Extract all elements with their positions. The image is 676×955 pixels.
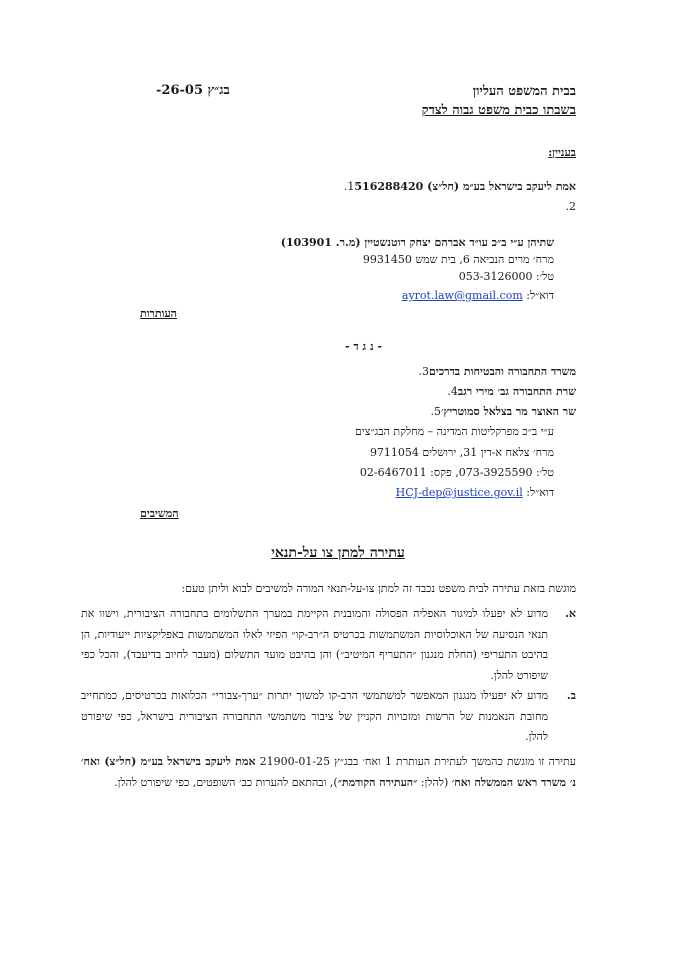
item-text: מדוע לא יפעלו למיגור האפליה הפסולה והמובנית הקיימת במערך התשלומים בתחבורה הציבורית, וישוו את תנאי הנסיעה של האוכלוסיות המשתמשות בכרטיס ה״רב-קו״ הפיזי לאלו המשתמשות באפליקציות ייעודיות, הן בהיבט התעריפי (החלת מנגנון ״התעריף המיטיב״) והן בהיבט מועד התשלום (מעבר לחיוב בדיעבד), והכל כפי שיפורט להלן.	[81, 607, 548, 682]
prior-case-parties: אמת ליעקב בישראל בע״מ (חל״צ) ואח׳ נ׳ משרד ראש הממשלה ואח׳	[81, 755, 576, 789]
respondents-email-row	[396, 486, 554, 499]
party-number: 2.	[565, 200, 576, 213]
email-label: דוא״ל:	[526, 289, 554, 302]
respondents-label: המשיבים	[140, 507, 179, 520]
petitioners-counsel: שתיהן ע״י ב״כ עו״ד אברהם יצחק רוטנשטיין (מ.ר. 103901)	[280, 236, 554, 249]
respondents-address: מרח׳ צלאח א-דין 31, ירושלים 9711054	[369, 446, 554, 459]
respondent-5	[419, 405, 576, 418]
versus-separator: - נ ג ד -	[345, 340, 382, 353]
petitioner-1	[332, 180, 576, 193]
party-name: שר האוצר מר בצלאל סמוטריץ׳	[440, 405, 576, 418]
party-number: 1.	[343, 180, 355, 193]
order-item-b	[81, 686, 576, 748]
party-name: משרד התחבורה והבטיחות בדרכים	[428, 365, 576, 378]
respondents-phone: טל׳: 073-3925590, פקס: 02-6467011	[359, 466, 554, 479]
petitioners-phone: טל׳: 053-3126000	[458, 270, 554, 283]
party-number: 3.	[418, 365, 429, 378]
item-marker: ב.	[566, 689, 576, 702]
petitioner-2	[554, 200, 576, 213]
prior-petition-ref: ״העתירה הקודמת״	[337, 775, 418, 789]
petitioners-email-link[interactable]: ayrot.law@gmail.com	[401, 289, 523, 302]
respondents-email-link[interactable]: HCJ-dep@justice.gov.il	[395, 486, 523, 499]
party-number: 4.	[447, 385, 458, 398]
petition-intro: מוגשת בזאת עתירה לבית משפט נכבד זה למתן צו-על-תנאי המורה למשיבים לבוא וליתן טעם:	[181, 582, 576, 595]
party-name: אמת ליעקב בישראל בע״מ (חל״צ) 516288420	[354, 180, 576, 193]
closing-text-1: עתירה זו מוגשת כהמשך לעתירת העותרת 1 ואח׳ בבג״ץ 21900-01-25	[255, 755, 576, 768]
respondent-3	[407, 365, 576, 378]
petition-title: עתירה למתן צו על-תנאי	[271, 545, 405, 561]
party-name: שרת התחבורה גב׳ מירי רגב	[457, 385, 576, 398]
item-text: מדוע לא יפעילו מנגנון המאפשר למשתמשי הרב-קו למשוך יתרות ״ערך-צבורי״ הכלואות בכרטיסים, כמתחייב מחובת הנאמנות של הרשות ומזכויות הקניין של ציבור משתמשי התחבורה הציבורית בישראל, כפי שיפורט להלן.	[81, 689, 548, 743]
closing-text-2: (להלן:	[417, 775, 452, 789]
re-label: בעניין:	[548, 146, 576, 159]
closing-paragraph	[81, 752, 576, 793]
respondents-counsel: ע״י ב״כ מפרקליטות המדינה – מחלקת הבג״צים	[354, 425, 554, 438]
email-label: דוא״ל:	[526, 486, 554, 499]
petitioners-email-row	[402, 289, 554, 302]
case-number: בג״ץ 26-05-	[156, 83, 230, 98]
court-sitting-subtitle: בשבתו כבית משפט גבוה לצדק	[421, 103, 576, 118]
petitioners-address: מרח׳ מרים הנביאה 6, בית שמש 9931450	[362, 253, 554, 266]
item-marker: א.	[565, 607, 576, 620]
respondent-4	[436, 385, 576, 398]
order-item-a	[81, 604, 576, 686]
court-name: בבית המשפט העליון	[472, 84, 576, 99]
party-number: 5.	[430, 405, 441, 418]
petitioners-label: העותרות	[140, 307, 178, 320]
closing-text-3: ), ובהתאם להערות כב׳ השופטים, כפי שיפורט להלן.	[114, 775, 338, 789]
